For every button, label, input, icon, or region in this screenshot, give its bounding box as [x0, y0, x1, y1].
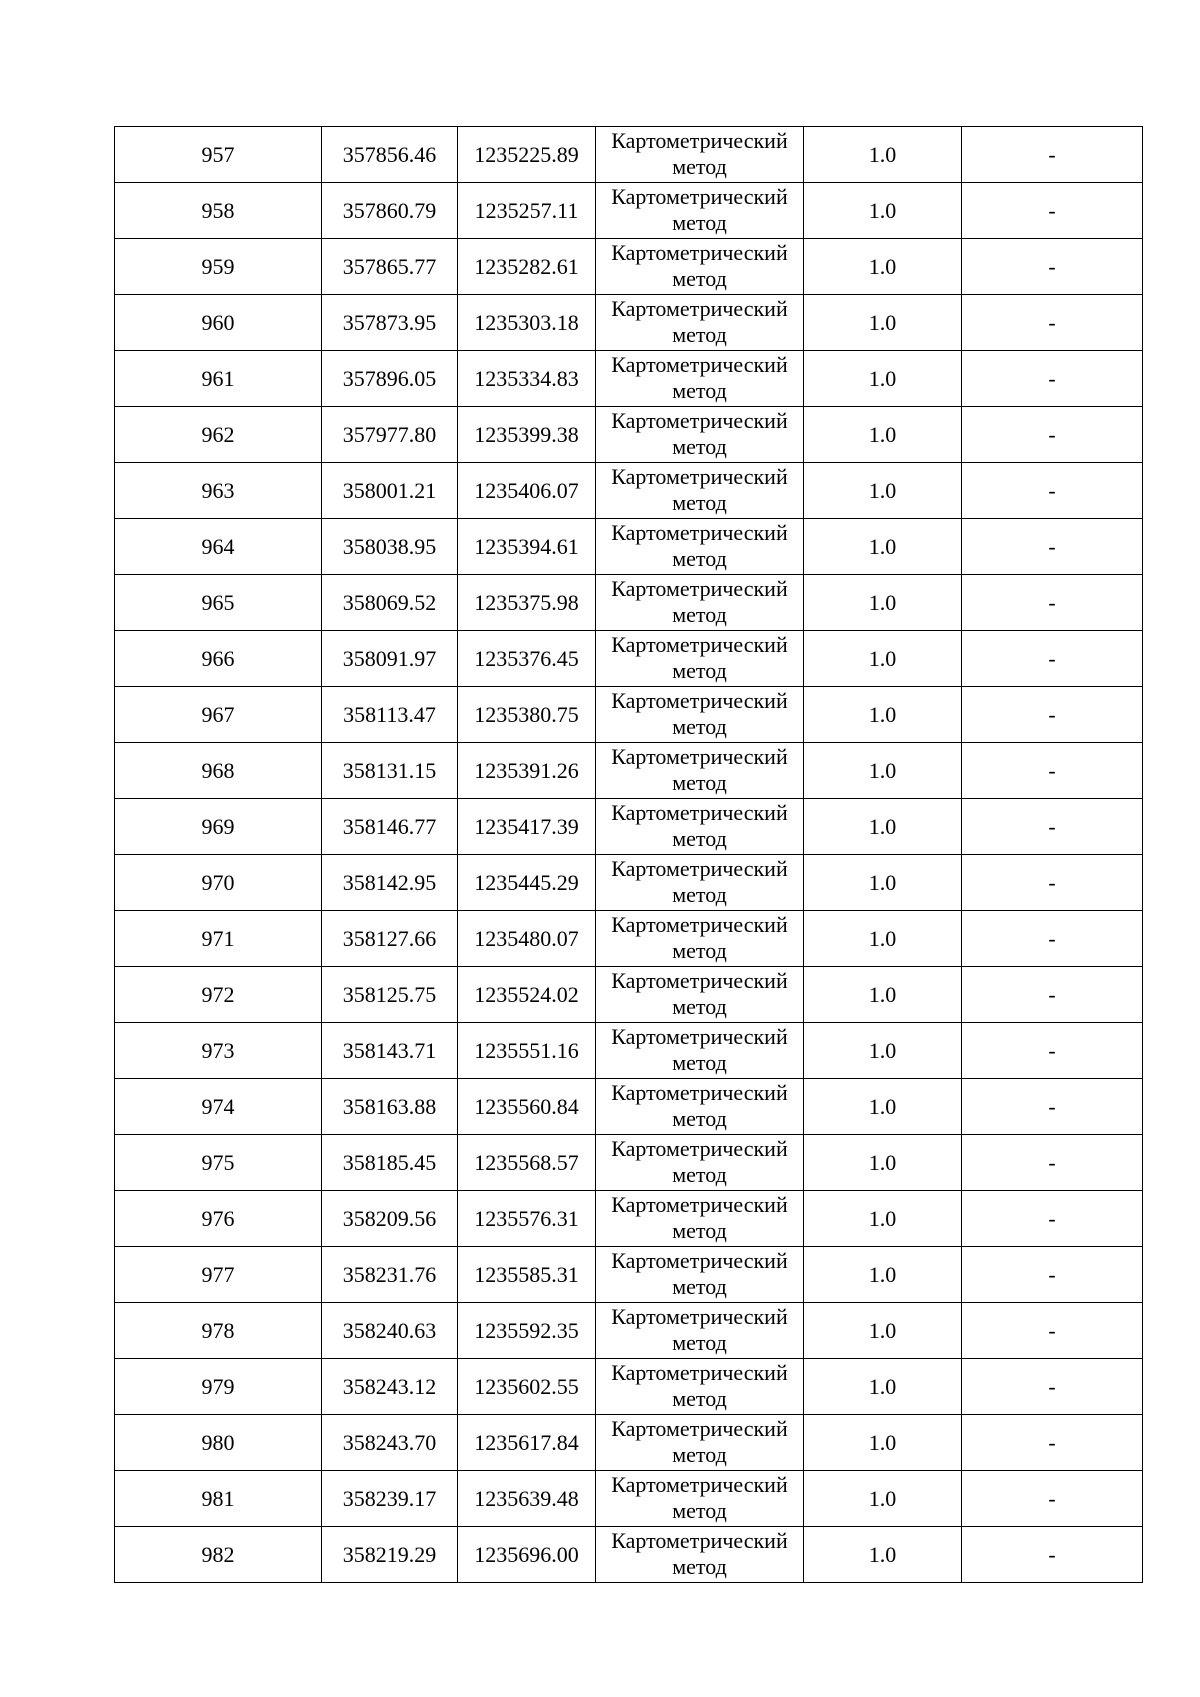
method-cell	[596, 1191, 804, 1247]
method-line-1: Картометрический	[611, 296, 788, 321]
y-coordinate-cell: 1235380.75	[458, 687, 596, 743]
table-row	[115, 631, 1143, 687]
x-coordinate-cell: 358038.95	[322, 519, 458, 575]
x-coordinate-cell: 358131.15	[322, 743, 458, 799]
note-cell: -	[962, 855, 1143, 911]
method-line-1: Картометрический	[611, 1136, 788, 1161]
method-line-1: Картометрический	[611, 352, 788, 377]
method-line-2: метод	[672, 322, 727, 347]
point-number-cell: 978	[115, 1303, 322, 1359]
x-coordinate-cell: 358243.70	[322, 1415, 458, 1471]
table-row	[115, 911, 1143, 967]
note-cell: -	[962, 463, 1143, 519]
point-number-cell: 980	[115, 1415, 322, 1471]
method-cell	[596, 631, 804, 687]
x-coordinate-cell: 358231.76	[322, 1247, 458, 1303]
method-line-2: метод	[672, 882, 727, 907]
table-row	[115, 967, 1143, 1023]
method-cell	[596, 183, 804, 239]
table-row	[115, 1247, 1143, 1303]
point-number-cell: 982	[115, 1527, 322, 1583]
method-line-1: Картометрический	[611, 912, 788, 937]
y-coordinate-cell: 1235406.07	[458, 463, 596, 519]
note-cell: -	[962, 1079, 1143, 1135]
y-coordinate-cell: 1235696.00	[458, 1527, 596, 1583]
accuracy-cell: 1.0	[804, 575, 962, 631]
accuracy-cell: 1.0	[804, 1023, 962, 1079]
method-line-2: метод	[672, 154, 727, 179]
method-line-2: метод	[672, 1386, 727, 1411]
y-coordinate-cell: 1235257.11	[458, 183, 596, 239]
method-cell	[596, 1359, 804, 1415]
x-coordinate-cell: 358146.77	[322, 799, 458, 855]
method-cell	[596, 1527, 804, 1583]
table-row	[115, 351, 1143, 407]
method-cell	[596, 1471, 804, 1527]
method-cell	[596, 1079, 804, 1135]
x-coordinate-cell: 358243.12	[322, 1359, 458, 1415]
method-line-1: Картометрический	[611, 800, 788, 825]
accuracy-cell: 1.0	[804, 1303, 962, 1359]
point-number-cell: 961	[115, 351, 322, 407]
method-cell	[596, 967, 804, 1023]
method-cell	[596, 1023, 804, 1079]
method-line-2: метод	[672, 1498, 727, 1523]
method-line-1: Картометрический	[611, 632, 788, 657]
point-number-cell: 962	[115, 407, 322, 463]
note-cell: -	[962, 687, 1143, 743]
method-line-2: метод	[672, 658, 727, 683]
note-cell: -	[962, 967, 1143, 1023]
y-coordinate-cell: 1235394.61	[458, 519, 596, 575]
method-cell	[596, 911, 804, 967]
accuracy-cell: 1.0	[804, 911, 962, 967]
note-cell: -	[962, 351, 1143, 407]
method-line-1: Картометрический	[611, 1024, 788, 1049]
note-cell: -	[962, 239, 1143, 295]
method-line-1: Картометрический	[611, 520, 788, 545]
method-line-1: Картометрический	[611, 1416, 788, 1441]
method-line-2: метод	[672, 434, 727, 459]
note-cell: -	[962, 1247, 1143, 1303]
note-cell: -	[962, 1023, 1143, 1079]
y-coordinate-cell: 1235560.84	[458, 1079, 596, 1135]
note-cell: -	[962, 407, 1143, 463]
accuracy-cell: 1.0	[804, 1471, 962, 1527]
method-line-2: метод	[672, 546, 727, 571]
method-line-2: метод	[672, 770, 727, 795]
x-coordinate-cell: 358069.52	[322, 575, 458, 631]
point-number-cell: 964	[115, 519, 322, 575]
note-cell: -	[962, 519, 1143, 575]
method-cell	[596, 1303, 804, 1359]
y-coordinate-cell: 1235524.02	[458, 967, 596, 1023]
accuracy-cell: 1.0	[804, 799, 962, 855]
y-coordinate-cell: 1235576.31	[458, 1191, 596, 1247]
accuracy-cell: 1.0	[804, 1135, 962, 1191]
method-line-1: Картометрический	[611, 1080, 788, 1105]
accuracy-cell: 1.0	[804, 239, 962, 295]
method-cell	[596, 687, 804, 743]
method-line-2: метод	[672, 1106, 727, 1131]
table-row	[115, 1023, 1143, 1079]
y-coordinate-cell: 1235376.45	[458, 631, 596, 687]
method-cell	[596, 127, 804, 183]
note-cell: -	[962, 183, 1143, 239]
accuracy-cell: 1.0	[804, 1359, 962, 1415]
accuracy-cell: 1.0	[804, 407, 962, 463]
accuracy-cell: 1.0	[804, 1079, 962, 1135]
method-line-1: Картометрический	[611, 856, 788, 881]
method-line-2: метод	[672, 938, 727, 963]
table-row	[115, 1527, 1143, 1583]
table-row	[115, 407, 1143, 463]
x-coordinate-cell: 358240.63	[322, 1303, 458, 1359]
point-number-cell: 970	[115, 855, 322, 911]
method-cell	[596, 519, 804, 575]
accuracy-cell: 1.0	[804, 351, 962, 407]
method-cell	[596, 295, 804, 351]
method-line-1: Картометрический	[611, 688, 788, 713]
note-cell: -	[962, 1527, 1143, 1583]
coordinates-table-body	[115, 127, 1143, 1583]
method-cell	[596, 351, 804, 407]
point-number-cell: 963	[115, 463, 322, 519]
table-row	[115, 855, 1143, 911]
method-line-1: Картометрический	[611, 128, 788, 153]
x-coordinate-cell: 358209.56	[322, 1191, 458, 1247]
point-number-cell: 976	[115, 1191, 322, 1247]
y-coordinate-cell: 1235551.16	[458, 1023, 596, 1079]
method-line-1: Картометрический	[611, 240, 788, 265]
method-line-1: Картометрический	[611, 408, 788, 433]
table-row	[115, 127, 1143, 183]
x-coordinate-cell: 357856.46	[322, 127, 458, 183]
table-row	[115, 239, 1143, 295]
accuracy-cell: 1.0	[804, 1415, 962, 1471]
method-line-2: метод	[672, 714, 727, 739]
accuracy-cell: 1.0	[804, 743, 962, 799]
y-coordinate-cell: 1235602.55	[458, 1359, 596, 1415]
y-coordinate-cell: 1235399.38	[458, 407, 596, 463]
point-number-cell: 958	[115, 183, 322, 239]
method-cell	[596, 743, 804, 799]
y-coordinate-cell: 1235592.35	[458, 1303, 596, 1359]
point-number-cell: 981	[115, 1471, 322, 1527]
x-coordinate-cell: 357865.77	[322, 239, 458, 295]
method-line-2: метод	[672, 602, 727, 627]
point-number-cell: 968	[115, 743, 322, 799]
method-cell	[596, 1135, 804, 1191]
note-cell: -	[962, 1191, 1143, 1247]
y-coordinate-cell: 1235375.98	[458, 575, 596, 631]
method-line-2: метод	[672, 378, 727, 403]
x-coordinate-cell: 358113.47	[322, 687, 458, 743]
table-row	[115, 1415, 1143, 1471]
method-cell	[596, 407, 804, 463]
method-line-1: Картометрический	[611, 1304, 788, 1329]
point-number-cell: 967	[115, 687, 322, 743]
note-cell: -	[962, 911, 1143, 967]
accuracy-cell: 1.0	[804, 687, 962, 743]
method-line-1: Картометрический	[611, 1472, 788, 1497]
method-line-1: Картометрический	[611, 968, 788, 993]
y-coordinate-cell: 1235585.31	[458, 1247, 596, 1303]
method-cell	[596, 799, 804, 855]
y-coordinate-cell: 1235568.57	[458, 1135, 596, 1191]
point-number-cell: 979	[115, 1359, 322, 1415]
x-coordinate-cell: 358239.17	[322, 1471, 458, 1527]
point-number-cell: 975	[115, 1135, 322, 1191]
x-coordinate-cell: 357873.95	[322, 295, 458, 351]
x-coordinate-cell: 358185.45	[322, 1135, 458, 1191]
note-cell: -	[962, 575, 1143, 631]
method-line-2: метод	[672, 490, 727, 515]
y-coordinate-cell: 1235639.48	[458, 1471, 596, 1527]
method-line-1: Картометрический	[611, 1248, 788, 1273]
accuracy-cell: 1.0	[804, 463, 962, 519]
note-cell: -	[962, 1415, 1143, 1471]
note-cell: -	[962, 799, 1143, 855]
point-number-cell: 966	[115, 631, 322, 687]
accuracy-cell: 1.0	[804, 127, 962, 183]
point-number-cell: 977	[115, 1247, 322, 1303]
accuracy-cell: 1.0	[804, 1247, 962, 1303]
method-line-2: метод	[672, 1554, 727, 1579]
note-cell: -	[962, 743, 1143, 799]
method-line-2: метод	[672, 210, 727, 235]
table-row	[115, 1303, 1143, 1359]
x-coordinate-cell: 358001.21	[322, 463, 458, 519]
method-line-2: метод	[672, 1442, 727, 1467]
method-cell	[596, 239, 804, 295]
y-coordinate-cell: 1235303.18	[458, 295, 596, 351]
note-cell: -	[962, 1471, 1143, 1527]
table-row	[115, 1471, 1143, 1527]
x-coordinate-cell: 358127.66	[322, 911, 458, 967]
document-page	[114, 126, 1142, 1583]
table-row	[115, 1191, 1143, 1247]
method-line-2: метод	[672, 266, 727, 291]
accuracy-cell: 1.0	[804, 519, 962, 575]
y-coordinate-cell: 1235417.39	[458, 799, 596, 855]
coordinates-table	[114, 126, 1143, 1583]
table-row	[115, 1135, 1143, 1191]
accuracy-cell: 1.0	[804, 1527, 962, 1583]
x-coordinate-cell: 358163.88	[322, 1079, 458, 1135]
table-row	[115, 183, 1143, 239]
method-line-1: Картометрический	[611, 1528, 788, 1553]
table-row	[115, 743, 1143, 799]
method-line-2: метод	[672, 994, 727, 1019]
method-line-1: Картометрический	[611, 744, 788, 769]
point-number-cell: 959	[115, 239, 322, 295]
method-line-1: Картометрический	[611, 576, 788, 601]
table-row	[115, 295, 1143, 351]
accuracy-cell: 1.0	[804, 855, 962, 911]
x-coordinate-cell: 357860.79	[322, 183, 458, 239]
table-row	[115, 687, 1143, 743]
method-line-2: метод	[672, 826, 727, 851]
x-coordinate-cell: 357977.80	[322, 407, 458, 463]
method-line-2: метод	[672, 1274, 727, 1299]
method-line-2: метод	[672, 1050, 727, 1075]
point-number-cell: 969	[115, 799, 322, 855]
method-line-1: Картометрический	[611, 1360, 788, 1385]
table-row	[115, 1359, 1143, 1415]
table-row	[115, 1079, 1143, 1135]
accuracy-cell: 1.0	[804, 631, 962, 687]
point-number-cell: 957	[115, 127, 322, 183]
y-coordinate-cell: 1235225.89	[458, 127, 596, 183]
table-row	[115, 519, 1143, 575]
y-coordinate-cell: 1235445.29	[458, 855, 596, 911]
y-coordinate-cell: 1235480.07	[458, 911, 596, 967]
method-cell	[596, 575, 804, 631]
table-row	[115, 463, 1143, 519]
x-coordinate-cell: 358091.97	[322, 631, 458, 687]
point-number-cell: 971	[115, 911, 322, 967]
method-line-1: Картометрический	[611, 464, 788, 489]
method-cell	[596, 463, 804, 519]
note-cell: -	[962, 631, 1143, 687]
accuracy-cell: 1.0	[804, 295, 962, 351]
point-number-cell: 972	[115, 967, 322, 1023]
point-number-cell: 974	[115, 1079, 322, 1135]
method-line-1: Картометрический	[611, 184, 788, 209]
accuracy-cell: 1.0	[804, 1191, 962, 1247]
method-line-2: метод	[672, 1162, 727, 1187]
table-row	[115, 799, 1143, 855]
note-cell: -	[962, 1359, 1143, 1415]
point-number-cell: 973	[115, 1023, 322, 1079]
method-cell	[596, 1247, 804, 1303]
method-cell	[596, 1415, 804, 1471]
method-line-1: Картометрический	[611, 1192, 788, 1217]
y-coordinate-cell: 1235282.61	[458, 239, 596, 295]
note-cell: -	[962, 1303, 1143, 1359]
method-line-2: метод	[672, 1330, 727, 1355]
accuracy-cell: 1.0	[804, 967, 962, 1023]
note-cell: -	[962, 295, 1143, 351]
x-coordinate-cell: 358219.29	[322, 1527, 458, 1583]
y-coordinate-cell: 1235391.26	[458, 743, 596, 799]
y-coordinate-cell: 1235334.83	[458, 351, 596, 407]
note-cell: -	[962, 1135, 1143, 1191]
accuracy-cell: 1.0	[804, 183, 962, 239]
x-coordinate-cell: 358125.75	[322, 967, 458, 1023]
point-number-cell: 965	[115, 575, 322, 631]
table-row	[115, 575, 1143, 631]
point-number-cell: 960	[115, 295, 322, 351]
method-line-2: метод	[672, 1218, 727, 1243]
x-coordinate-cell: 358143.71	[322, 1023, 458, 1079]
method-cell	[596, 855, 804, 911]
x-coordinate-cell: 358142.95	[322, 855, 458, 911]
x-coordinate-cell: 357896.05	[322, 351, 458, 407]
note-cell: -	[962, 127, 1143, 183]
y-coordinate-cell: 1235617.84	[458, 1415, 596, 1471]
